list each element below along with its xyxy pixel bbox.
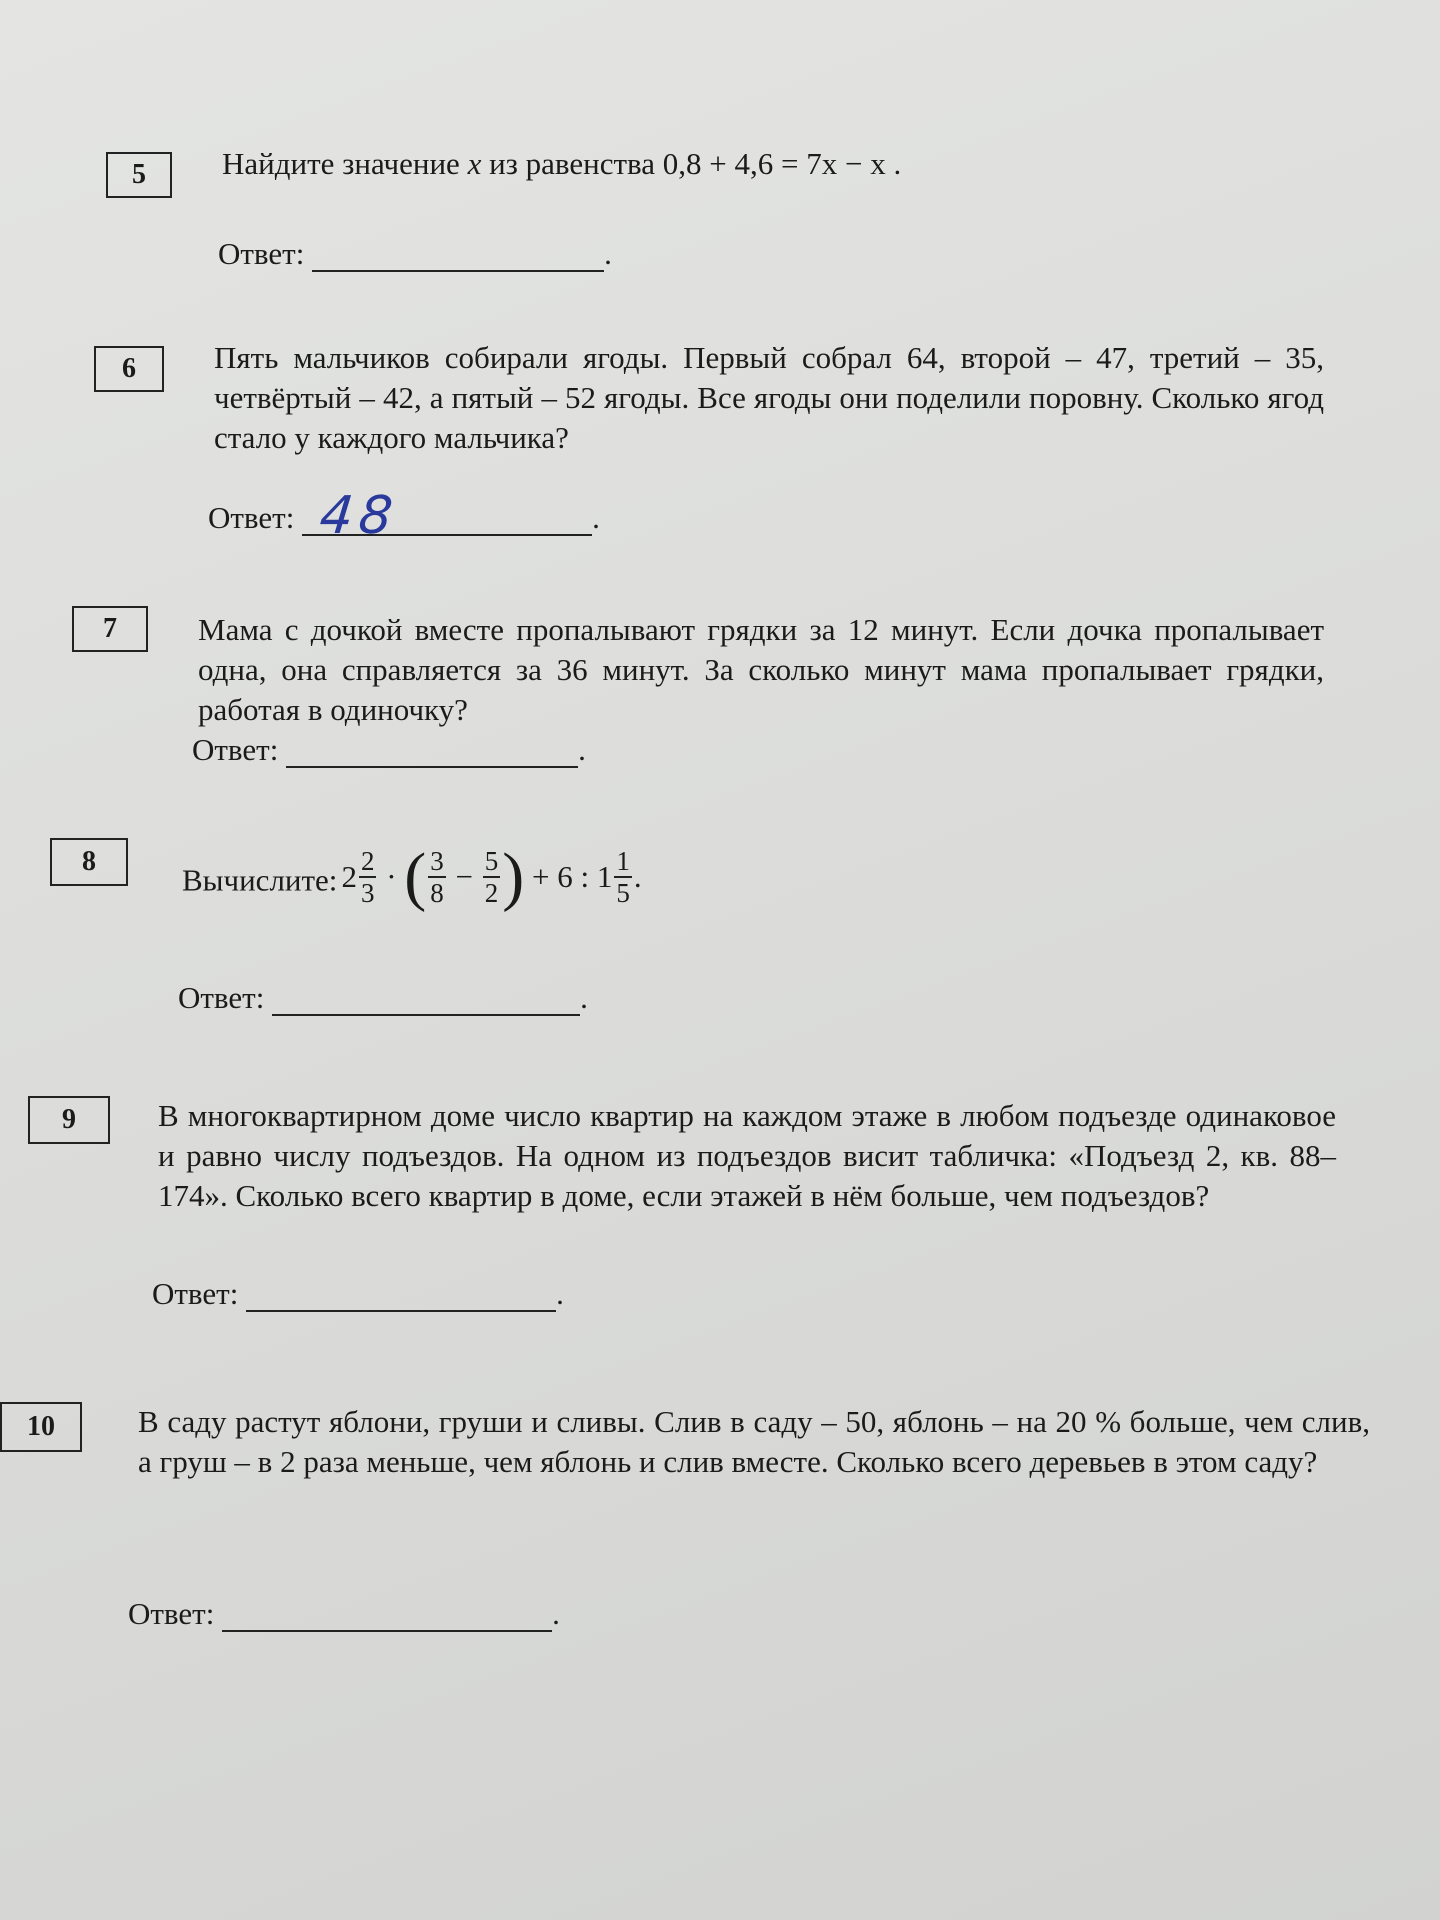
task-5-answer-field[interactable]: [312, 240, 604, 272]
task-5-equation: 0,8 + 4,6 = 7x − x .: [662, 146, 902, 181]
task-5-answer-row: Ответ: .: [218, 236, 612, 271]
fraction: $\frac{5}{2}$: [484, 846, 499, 908]
task-8-answer-row: Ответ: .: [178, 980, 588, 1015]
task-7-text: Мама с дочкой вместе пропалывают грядки за 12 минут. Если дочка пропалывает одна, она справляется за 36 минут. За сколько минут мама пропалывает грядки, работая в одиночку?: [198, 612, 1324, 727]
expression-end: .: [633, 859, 642, 894]
fraction: $\frac{2}{3}$: [360, 846, 375, 908]
task-9-answer-field[interactable]: [246, 1280, 556, 1312]
answer-label: Ответ:: [208, 500, 295, 535]
task-6-handwritten-answer: 48: [316, 486, 402, 546]
task-number-9: 9: [28, 1096, 110, 1144]
open-paren: (: [404, 840, 427, 913]
answer-label: Ответ:: [178, 980, 265, 1015]
task-6-answer-row: Ответ: 48 .: [208, 486, 600, 546]
task-5-prefix: Найдите значение: [222, 146, 460, 181]
task-9-answer-row: Ответ: .: [152, 1276, 564, 1311]
task-number-6: 6: [94, 346, 164, 392]
answer-label: Ответ:: [128, 1596, 215, 1631]
task-number-10: 10: [0, 1402, 82, 1452]
task-number-7: 7: [72, 606, 148, 652]
close-paren: ): [502, 840, 525, 913]
task-10-text: В саду растут яблони, груши и сливы. Слив в саду – 50, яблонь – на 20 % больше, чем слив, а груш – в 2 раза меньше, чем яблонь и слив вместе. Сколько всего деревьев в этом саду?: [138, 1404, 1370, 1479]
task-10-answer-field[interactable]: [222, 1600, 552, 1632]
task-9-text: В многоквартирном доме число квартир на каждом этаже в любом подъезде одинаковое и равно числу подъездов. На одном из подъездов висит табличка: «Подъезд 2, кв. 88–174». Сколько всего квартир в доме, если этажей в нём больше, чем подъездов?: [158, 1098, 1336, 1213]
task-5-text: [222, 144, 1322, 184]
task-5-mid: из равенства: [489, 146, 656, 181]
task-8-expression-row: [182, 840, 642, 913]
fraction: $\frac{1}{5}$: [616, 846, 630, 908]
task-5-variable: x: [467, 146, 482, 181]
task-7-answer-row: Ответ: .: [192, 732, 586, 767]
task-8-label: Вычислите:: [182, 862, 338, 898]
minus-operator: −: [455, 859, 473, 894]
task-8-expression: [341, 840, 642, 913]
task-7-answer-field[interactable]: [286, 736, 578, 768]
task-number-8: 8: [50, 838, 128, 886]
task-6-text: Пять мальчиков собирали ягоды. Первый собрал 64, второй – 47, третий – 35, четвёртый – 42, а пятый – 52 ягоды. Все ягоды они поделили поровну. Сколько ягод стало у каждого мальчика?: [214, 340, 1324, 455]
whole-part: 2: [341, 859, 357, 894]
answer-label: Ответ:: [218, 236, 305, 271]
dot-operator: ·: [386, 859, 397, 894]
expression-tail: + 6 : 1: [531, 859, 613, 894]
task-number-5: 5: [106, 152, 172, 198]
answer-label: Ответ:: [152, 1276, 239, 1311]
task-10-answer-row: Ответ: .: [128, 1596, 560, 1631]
fraction: $\frac{3}{8}$: [430, 846, 444, 908]
task-8-answer-field[interactable]: [272, 984, 580, 1016]
answer-label: Ответ:: [192, 732, 279, 767]
